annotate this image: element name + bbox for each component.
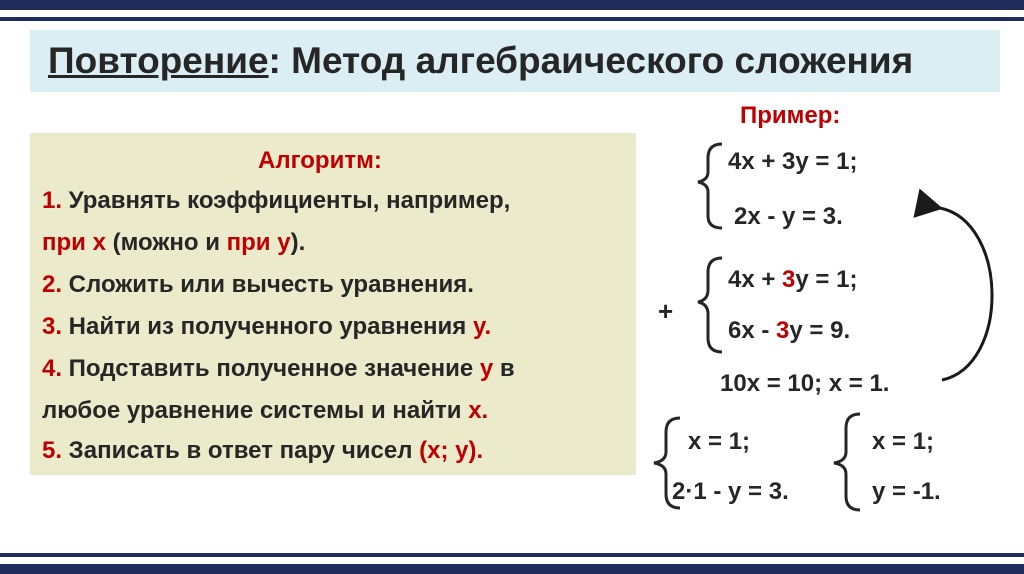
step-text: Записать в ответ пару чисел	[62, 437, 420, 464]
eq-part: 6x -	[728, 317, 777, 344]
eq-coefficient: 3	[776, 317, 790, 344]
step-text: ).	[290, 229, 306, 256]
eq-part: y = 9.	[789, 317, 851, 344]
algorithm-heading: Алгоритм:	[258, 147, 382, 174]
step-number: 5.	[42, 437, 63, 464]
step-highlight: при x	[42, 229, 106, 256]
title-underlined: Повторение	[48, 40, 269, 81]
step-text: Найти из полученного уравнения	[62, 313, 473, 340]
plus-sign: +	[658, 296, 674, 326]
step-text: любое уравнение системы и найти	[42, 397, 469, 424]
step-number: 3.	[42, 313, 63, 340]
system1-eq1: 4x + 3y = 1;	[728, 148, 858, 175]
system4-eq1: x = 1;	[872, 428, 935, 455]
brace-system-4	[834, 414, 860, 510]
title-rest: : Метод алгебраического сложения	[268, 40, 914, 81]
eq-part: 4x +	[728, 266, 783, 293]
step-highlight: y	[479, 355, 494, 382]
brace-system-1	[698, 144, 722, 228]
step-text: Сложить или вычесть уравнения.	[62, 271, 474, 298]
curved-arrow	[940, 208, 992, 380]
step-text: Подставить полученное значение	[62, 355, 480, 382]
system4-eq2: y = -1.	[872, 478, 941, 505]
example-heading: Пример:	[740, 102, 841, 129]
step-number: 4.	[42, 355, 63, 382]
system3-eq1: x = 1;	[688, 428, 751, 455]
eq-part: y = 1;	[795, 266, 858, 293]
step-highlight: при y	[226, 229, 291, 256]
step-number: 2.	[42, 271, 63, 298]
result-equation: 10x = 10; x = 1.	[720, 370, 890, 397]
system3-eq2: 2·1 - y = 3.	[672, 478, 789, 505]
system1-eq2: 2x - y = 3.	[734, 203, 843, 230]
step-text: Уравнять коэффициенты, например,	[62, 187, 511, 214]
step-highlight: x.	[468, 397, 489, 424]
step-text: в	[493, 355, 515, 382]
step-highlight: y.	[472, 313, 492, 340]
system2-eq2	[728, 317, 850, 345]
step-text: (можно и	[105, 229, 227, 256]
system2-eq1	[728, 266, 857, 294]
step-highlight: (x; y).	[419, 437, 484, 464]
step-number: 1.	[42, 187, 63, 214]
brace-system-2	[698, 258, 722, 352]
eq-coefficient: 3	[782, 266, 796, 293]
